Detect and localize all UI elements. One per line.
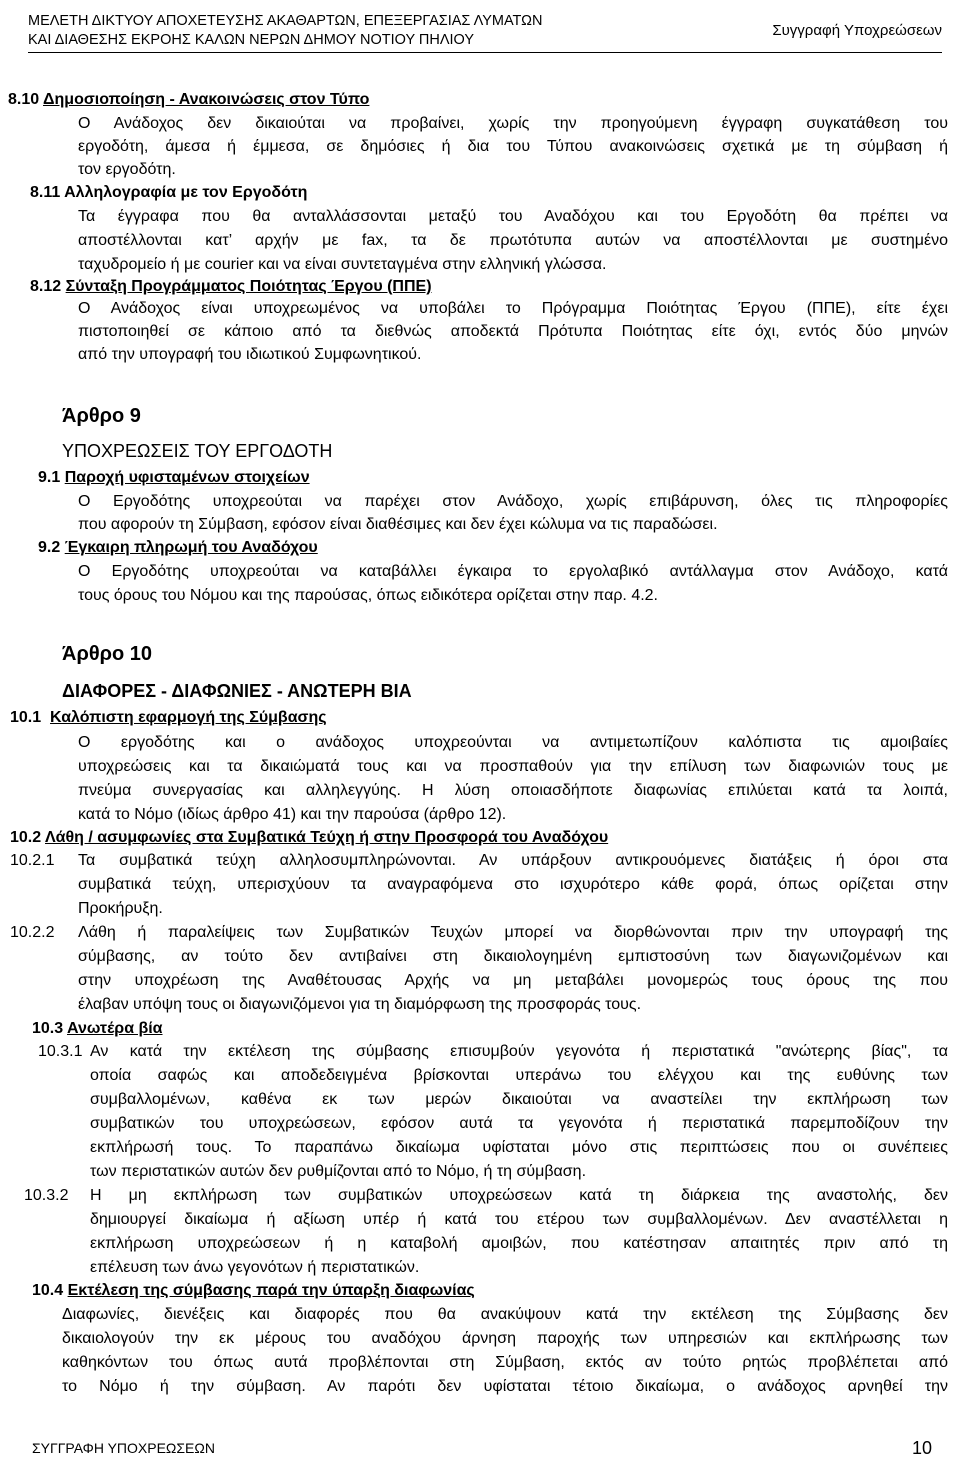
section-number: 10.4 <box>32 1282 64 1299</box>
section-number: 10.1 <box>10 709 42 726</box>
paragraph-line: ταχυδρομείο ή με courier και να είναι συντεταγμένα στην ελληνική γλώσσα. <box>78 256 607 273</box>
paragraph-line: Λάθη ή παραλείψεις των Συμβατικών Τευχών μπορεί να διορθώνονται πριν την υπογραφή της <box>78 924 948 941</box>
paragraph-line: στην υποχρέωση της Αναθέτουσας Αρχής να μη μεταβάλει μονομερώς τους όρους της που <box>78 972 948 989</box>
paragraph-line: έλαβαν υπόψη τους οι διαγωνιζόμενοι για τη διαμόρφωση της προσφοράς τους. <box>78 996 642 1013</box>
section-number: 8.12 <box>30 278 62 295</box>
paragraph-line: εργοδότη, άμεσα ή έμμεσα, σε δημόσιες ή δια του Τύπου ανακοινώσεις σχετικά με τη σύμβαση ή <box>78 138 948 155</box>
paragraph-line: δημιουργεί δικαίωμα ή αξίωση υπέρ ή κατά του ετέρου των συμβαλλομένων. Δεν αναστέλλεται η <box>90 1211 948 1228</box>
article-9-heading: ΥΠΟΧΡΕΩΣΕΙΣ ΤΟΥ ΕΡΓΟΔΟΤΗ <box>62 441 333 461</box>
subsection-number: 10.3.1 <box>38 1043 83 1060</box>
paragraph-line: από την υπογραφή του ιδιωτικού Συμφωνητικού. <box>78 346 422 363</box>
section-title: Δημοσιοποίηση - Ανακοινώσεις στον Τύπο <box>43 91 370 108</box>
paragraph-line: το Νόμο ή την σύμβαση. Αν παρότι δεν υφίσταται τέτοιο δικαίωμα, ο ανάδοχος αρνηθεί την <box>62 1378 948 1395</box>
subsection-number: 10.2.1 <box>10 852 55 869</box>
paragraph-line: εκπλήρωση υποχρεώσεων ή η καταβολή αμοιβών, που κατέστησαν απαιτητές πριν από τη <box>90 1235 948 1252</box>
section-title: Έγκαιρη πληρωμή του Αναδόχου <box>64 539 318 556</box>
paragraph-line: εκπλήρωσή τους. Το παραπάνω δικαίωμα υφίσταται μόνο στις περιπτώσεις που οι συνέπειες <box>90 1139 948 1156</box>
section-10-2-heading <box>10 828 608 848</box>
paragraph-line: υποχρεώσεις και τα δικαιώματά τους και να προσπαθούν για την επίλυση των διαφωνιών τους με <box>78 758 948 775</box>
paragraph-line: Τα έγγραφα που θα ανταλλάσσονται μεταξύ του Αναδόχου και του Εργοδότη θα πρέπει να <box>78 208 948 225</box>
paragraph-line: Η μη εκπλήρωση των συμβατικών υποχρεώσεων κατά τη διάρκεια της αναστολής, δεν <box>90 1187 948 1204</box>
paragraph-line: συμβαλλομένων, καθένα εκ των μερών δικαιούται να αναστείλει την εκπλήρωση των <box>90 1091 948 1108</box>
header-line-2: ΚΑΙ ΔΙΑΘΕΣΗΣ ΕΚΡΟΗΣ ΚΑΛΩΝ ΝΕΡΩΝ ΔΗΜΟΥ ΝΟΤΙΟΥ ΠΗΛΙΟΥ <box>28 32 475 48</box>
paragraph-line: Ο Εργοδότης υποχρεούται να καταβάλλει έγκαιρα το εργολαβικό αντάλλαγμα στον Ανάδοχο, κατά <box>78 563 948 580</box>
page-number: 10 <box>911 1438 932 1458</box>
paragraph-line: Προκήρυξη. <box>78 900 163 917</box>
paragraph-line: επέλευση των άνω γεγονότων ή περιστατικών. <box>90 1259 420 1276</box>
paragraph-line: αποστέλλονται κατ’ αρχήν με fax, τα δε πρωτότυπα αυτών να αποστέλλονται με συστημένο <box>78 232 948 249</box>
paragraph-line: καθηκόντων του όπως αυτά προβλέπονται στη Σύμβαση, εκτός αν τούτο ρητώς προβλέπεται από <box>62 1354 948 1371</box>
header-document-title: Συγγραφή Υποχρεώσεων <box>772 22 942 39</box>
section-title: Καλόπιστη εφαρμογή της Σύμβασης <box>50 709 327 726</box>
subsection-number: 10.2.2 <box>10 924 55 941</box>
section-number: 8.10 <box>8 91 40 108</box>
paragraph-line: Διαφωνίες, διενέξεις και διαφορές που θα ανακύψουν κατά την εκτέλεση της Σύμβασης δεν <box>62 1306 948 1323</box>
section-8-11-heading <box>30 183 307 203</box>
header-line-1: ΜΕΛΕΤΗ ΔΙΚΤΥΟΥ ΑΠΟΧΕΤΕΥΣΗΣ ΑΚΑΘΑΡΤΩΝ, ΕΠΕΞΕΡΓΑΣΙΑΣ ΛΥΜΑΤΩΝ <box>28 13 543 29</box>
paragraph-line: Αν κατά την εκτέλεση της σύμβασης επισυμβούν γεγονότα ή περιστατικά "ανώτερης βίας", τα <box>90 1043 948 1060</box>
page-header <box>28 10 942 53</box>
paragraph-line: Τα συμβατικά τεύχη αλληλοσυμπληρώνονται. Αν υπάρξουν αντικρουόμενες διατάξεις ή όροι στα <box>78 852 948 869</box>
section-title: Αλληλογραφία με τον Εργοδότη <box>64 184 308 201</box>
section-number: 10.3 <box>32 1020 64 1037</box>
section-title: Εκτέλεση της σύμβασης παρά την ύπαρξη διαφωνίας <box>67 1282 475 1299</box>
section-number: 9.1 <box>38 469 61 486</box>
paragraph-line: που αφορούν τη Σύμβαση, εφόσον είναι διαθέσιμες και δεν έχει κώλυμα να τις παραδώσει. <box>78 516 718 533</box>
section-title: Σύνταξη Προγράμματος Ποιότητας Έργου (ΠΠΕ) <box>65 278 432 295</box>
paragraph-line: δικαιολογούν την εκ μέρους του αναδόχου άρνηση παροχής των υπηρεσιών και εκπλήρωσης των <box>62 1330 948 1347</box>
header-project-title <box>28 12 542 50</box>
article-10-title: Άρθρο 10 <box>62 643 153 665</box>
paragraph-line: σύμβασης, αν τούτο δεν αντιβαίνει στη δικαιολογημένη εμπιστοσύνη των διαγωνιζομένων και <box>78 948 948 965</box>
section-8-12-heading <box>30 277 432 297</box>
paragraph-line: πνεύμα συνεργασίας και αλληλεγγύης. Η λύση οποιασδήποτε διαφωνίας επιλύεται κατά τα λοιπά, <box>78 782 948 799</box>
section-title: Λάθη / ασυμφωνίες στα Συμβατικά Τεύχη ή στην Προσφορά του Αναδόχου <box>45 829 609 846</box>
paragraph-line: συμβατικών του υποχρεώσεων, εφόσον αυτά τα γεγονότα ή περιστατικά παρεμποδίζουν την <box>90 1115 948 1132</box>
section-10-1-heading <box>10 708 327 728</box>
section-number: 8.11 <box>30 184 61 201</box>
section-number: 10.2 <box>10 829 42 846</box>
paragraph-line: των περιστατικών αυτών δεν ρυθμίζονται από το Νόμο, ή τη σύμβαση. <box>90 1163 587 1180</box>
section-9-1-heading <box>38 468 310 488</box>
section-8-10-heading <box>8 90 369 110</box>
section-number: 9.2 <box>38 539 61 556</box>
article-10-heading: ΔΙΑΦΟΡΕΣ - ΔΙΑΦΩΝΙΕΣ - ΑΝΩΤΕΡΗ ΒΙΑ <box>62 681 412 701</box>
paragraph-line: πιστοποιηθεί σε κάποιο από τα διεθνώς αποδεκτά Πρότυπα Ποιότητας είτε όχι, εντός δύο μηνών <box>78 323 948 340</box>
paragraph-line: Ο Εργοδότης υποχρεούται να παρέχει στον Ανάδοχο, χωρίς επιβάρυνση, όλες τις πληροφορίες <box>78 493 948 510</box>
section-10-4-heading <box>32 1281 475 1301</box>
paragraph-line: Ο εργοδότης και ο ανάδοχος υποχρεούνται να αντιμετωπίζουν καλόπιστα τις αμοιβαίες <box>78 734 948 751</box>
paragraph-line: συμβατικά τεύχη, υπερισχύουν τα αναγραφόμενα στο ισχυρότερο κάθε φορά, όπως ορίζεται στην <box>78 876 948 893</box>
section-title: Ανωτέρα βία <box>67 1020 163 1037</box>
section-10-3-heading <box>32 1019 163 1039</box>
section-9-2-heading <box>38 538 318 558</box>
section-title: Παροχή υφισταμένων στοιχείων <box>64 469 310 486</box>
paragraph-line: τον εργοδότη. <box>78 161 176 178</box>
paragraph-line: Ο Ανάδοχος είναι υποχρεωμένος να υποβάλει το Πρόγραμμα Ποιότητας Έργου (ΠΠΕ), είτε έχει <box>78 300 948 317</box>
article-9-title: Άρθρο 9 <box>62 405 141 427</box>
subsection-number: 10.3.2 <box>24 1187 69 1204</box>
paragraph-line: οποία σαφώς και αποδεδειγμένα βρίσκονται υπεράνω του ελέγχου και της ευθύνης των <box>90 1067 948 1084</box>
paragraph-line: κατά το Νόμο (ιδίως άρθρο 41) και την παρούσα (άρθρο 12). <box>78 806 507 823</box>
paragraph-line: Ο Ανάδοχος δεν δικαιούται να προβαίνει, χωρίς την προηγούμενη έγγραφη συγκατάθεση του <box>78 115 948 132</box>
paragraph-line: τους όρους του Νόμου και της παρούσας, όπως ειδικότερα ορίζεται στην παρ. 4.2. <box>78 587 658 604</box>
footer-document-title: ΣΥΓΓΡΑΦΗ ΥΠΟΧΡΕΩΣΕΩΝ <box>32 1440 215 1456</box>
